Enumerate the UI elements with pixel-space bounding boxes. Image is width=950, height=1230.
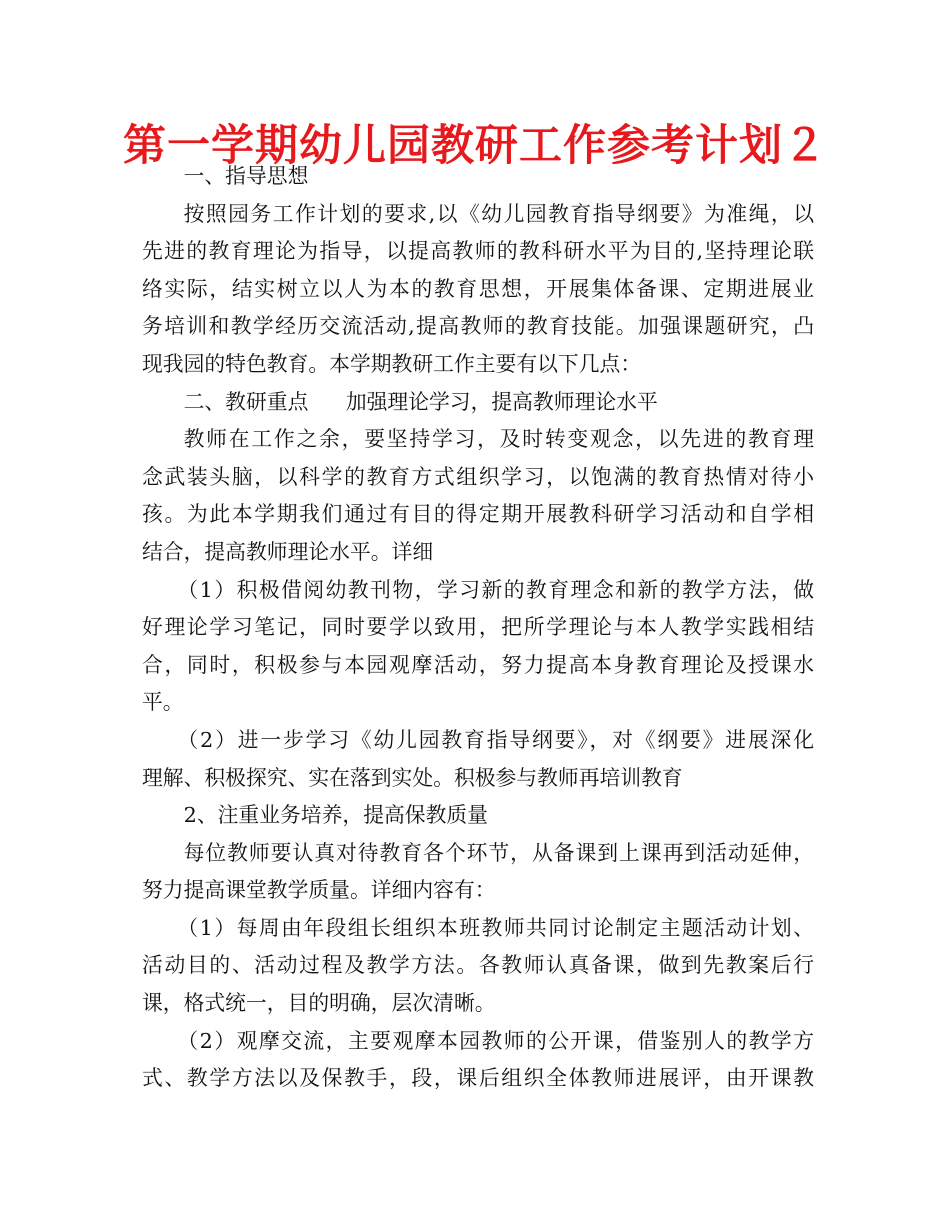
paragraph-line: （1）每周由年段组长组织本班教师共同讨论制定主题活动计划、 [177, 915, 814, 940]
subheading-professional-training: 2、注重业务培养，提高保教质量 [183, 803, 488, 828]
paragraph-guiding-ideology [142, 196, 814, 384]
section-heading-label: 二、教研重点 [183, 389, 309, 414]
paragraph-line: 努力提高课堂教学质量。详细内容有： [142, 878, 496, 903]
paragraph-line: 先进的教育理论为指导，以提高教师的教科研水平为目的,坚持理论联 [142, 239, 814, 264]
paragraph-line: 孩。为此本学期我们通过有目的得定期开展教科研学习活动和自学相 [142, 502, 814, 527]
paragraph-line: 现我园的特色教育。本学期教研工作主要有以下几点： [142, 351, 642, 376]
paragraph-line: 念武装头脑，以科学的教育方式组织学习，以饱满的教育热情对待小 [142, 464, 814, 489]
paragraph-line: （2）进一步学习《幼儿园教育指导纲要》，对《纲要》进展深化 [177, 727, 814, 752]
document-body [142, 158, 814, 1098]
paragraph-line: 务培训和教学经历交流活动,提高教师的教育技能。加强课题研究，凸 [142, 314, 814, 339]
paragraph-line: 理解、积极探究、实在落到实处。积极参与教师再培训教育 [142, 765, 683, 790]
section-heading-research-focus [142, 384, 814, 422]
paragraph-line: 合，同时，积极参与本园观摩活动，努力提高本身教育理论及授课水 [142, 652, 814, 677]
document-title: 第一学期幼儿园教研工作参考计划２ [123, 121, 827, 171]
paragraph-item-2 [142, 722, 814, 797]
paragraph-line: 结合，提高教师理论水平。详细 [142, 539, 434, 564]
paragraph-observation-exchange [142, 1023, 814, 1098]
paragraph-line: 教师在工作之余，要坚持学习，及时转变观念，以先进的教育理 [183, 427, 814, 452]
paragraph-theory-study [142, 421, 814, 571]
paragraph-teaching-quality [142, 835, 814, 910]
paragraph-line: 式、教学方法以及保教手，段，课后组织全体教师进展评，由开课教 [142, 1066, 814, 1091]
paragraph-line: 按照园务工作计划的要求,以《幼儿园教育指导纲要》为准绳，以 [183, 201, 814, 226]
paragraph-line: 平。 [142, 690, 184, 715]
section-heading-guiding-ideology: 一、指导思想 [183, 164, 309, 188]
paragraph-line: 课，格式统一，目的明确，层次清晰。 [142, 991, 496, 1016]
paragraph-line: （1）积极借阅幼教刊物，学习新的教育理念和新的教学方法，做 [177, 577, 814, 602]
paragraph-line: 每位教师要认真对待教育各个环节，从备课到上课再到活动延伸， [183, 840, 814, 865]
paragraph-line: （2）观摩交流，主要观摩本园教师的公开课，借鉴别人的教学方 [177, 1028, 814, 1053]
paragraph-line: 好理论学习笔记，同时要学以致用，把所学理论与本人教学实践相结 [142, 615, 814, 640]
paragraph-line: 活动目的、活动过程及教学方法。各教师认真备课，做到先教案后行 [142, 953, 814, 978]
paragraph-item-1 [142, 572, 814, 722]
section-heading-subtitle: 加强理论学习，提高教师理论水平 [345, 389, 658, 414]
paragraph-weekly-planning [142, 910, 814, 1023]
paragraph-line: 络实际，结实树立以人为本的教育思想，开展集体备课、定期进展业 [142, 276, 814, 301]
